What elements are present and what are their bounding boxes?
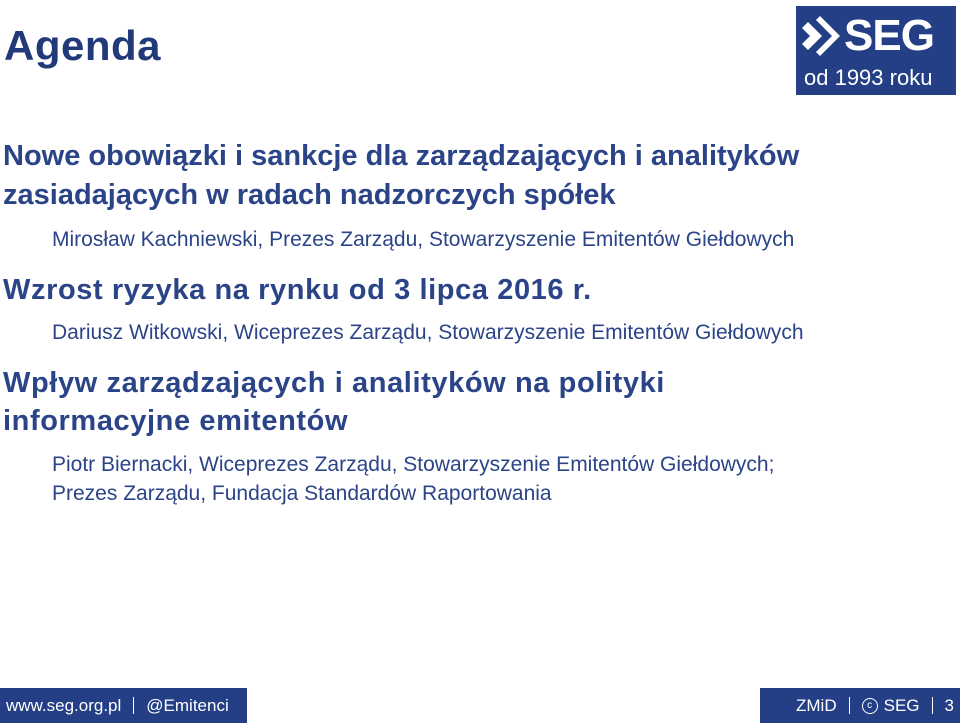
slide-title: Agenda <box>4 22 162 69</box>
agenda-heading: Nowe obowiązki i sankcje dla zarządzających i analityków <box>3 140 800 172</box>
copyright-icon: c <box>862 698 878 714</box>
footer-org: ZMiD <box>796 695 837 715</box>
footer-right-bar <box>760 688 960 723</box>
website-link[interactable]: www.seg.org.pl <box>6 695 122 715</box>
footer-owner: SEG <box>883 695 920 715</box>
page-number: 3 <box>944 695 954 715</box>
seg-logo-subtitle: od 1993 roku <box>804 65 933 90</box>
footer-left-bar <box>0 688 247 723</box>
agenda-speaker: Piotr Biernacki, Wiceprezes Zarządu, Stowarzyszenie Emitentów Giełdowych; <box>52 453 775 476</box>
agenda-heading: Wzrost ryzyka na rynku od 3 lipca 2016 r. <box>3 274 592 306</box>
seg-logo-text: SEG <box>844 11 934 60</box>
agenda-speaker: Prezes Zarządu, Fundacja Standardów Raportowania <box>52 482 552 505</box>
agenda-speaker: Dariusz Witkowski, Wiceprezes Zarządu, Stowarzyszenie Emitentów Giełdowych <box>52 321 804 344</box>
seg-logo <box>796 6 956 95</box>
agenda-heading: informacyjne emitentów <box>3 405 349 437</box>
seg-logo-mark-icon <box>796 6 848 66</box>
agenda-heading: Wpływ zarządzających i analityków na polityki <box>3 367 665 399</box>
agenda-speaker: Mirosław Kachniewski, Prezes Zarządu, Stowarzyszenie Emitentów Giełdowych <box>52 228 795 251</box>
footer-divider <box>849 697 850 714</box>
twitter-handle-link[interactable]: @Emitenci <box>146 695 229 715</box>
footer-divider <box>133 697 134 714</box>
agenda-heading: zasiadających w radach nadzorczych spółek <box>3 179 616 211</box>
footer-divider <box>932 697 933 714</box>
